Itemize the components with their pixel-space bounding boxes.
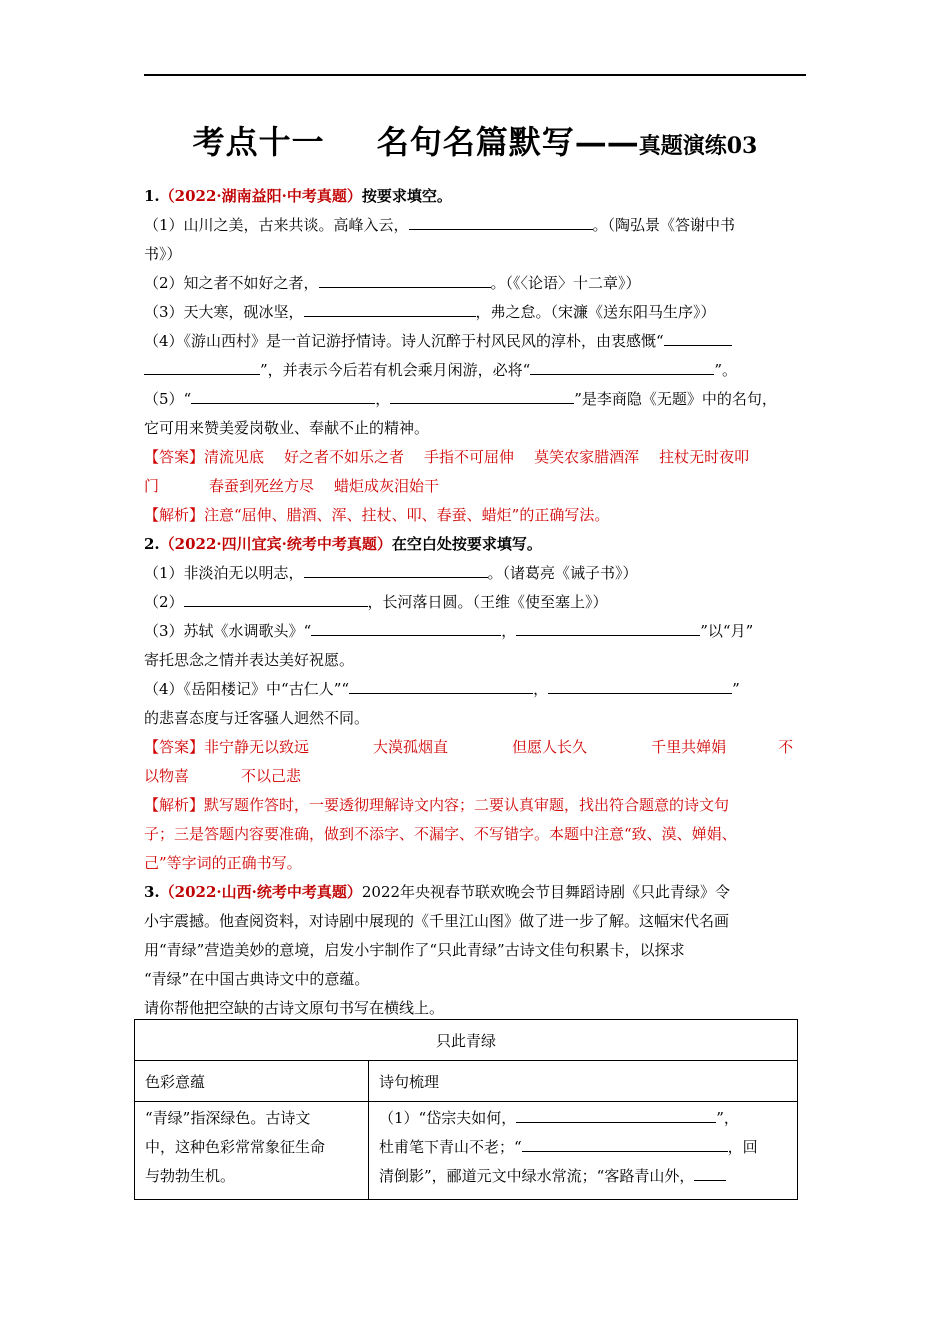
answer-blank[interactable] [390,386,574,404]
q3-para-2: 小宇震撼。他查阅资料，对诗剧中展现的《千里江山图》做了进一步了解。这幅宋代名画 [144,912,730,930]
q1-line-3: （3）天大寒，砚冰坚， ，弗之怠。（宋濂《送东阳马生序》） [144,298,816,327]
q1-number: 1. [144,187,160,205]
q3-para-5: 请你帮他把空缺的古诗文原句书写在横线上。 [144,999,445,1017]
q1-answer-cont: 门 春蚕到死丝方尽 蜡炬成灰泪始干 [144,477,440,495]
title-main: 考点十一 [192,123,325,161]
answer-blank[interactable] [349,676,533,694]
answer-blank[interactable] [191,386,375,404]
q2-line-3: （3）苏轼《水调歌头》“ ， ”以“月” [144,617,816,646]
qingly-table [134,1019,798,1200]
q1-line-5: （5）“ ， ”是李商隐《无题》中的名句， [144,385,816,414]
answer-blank[interactable] [311,618,501,636]
answer-blank[interactable] [304,299,476,317]
q3-para-3: 用“青绿”营造美妙的意境，启发小宇制作了“只此青绿”古诗文佳句积累卡，以探求 [144,941,685,959]
q2-line-3-cont: 寄托思念之情并表达美好祝愿。 [144,651,355,669]
q1-source: （2022·湖南益阳·中考真题） [159,187,362,205]
page-title [0,117,950,163]
q1-answer: 【答案】清流见底 好之者不如乐之者 手指不可屈伸 莫笑农家腊酒浑 拄杖无时夜叩 [144,448,750,466]
q3-header: 3.（2022·山西·统考中考真题）2022年央视春节联欢晚会节目舞蹈诗剧《只此青绿》令 [144,883,731,901]
q1-line-1-cont: 书》） [144,245,182,263]
q2-explanation-cont-1: 子；三是答题内容要准确，做到不添字、不漏字、不写错字。本题中注意“致、漠、婵娟、 [144,825,737,843]
q3-source: （2022·山西·统考中考真题） [159,883,362,901]
answer-blank[interactable] [548,676,732,694]
answer-blank[interactable] [516,1105,716,1123]
q2-line-1: （1）非淡泊无以明志， 。（诸葛亮《诫子书》） [144,559,816,588]
header-rule [144,74,806,76]
document-body [144,182,816,1023]
table-cell-poems: （1）“岱宗夫如何， ”， 杜甫笔下青山不老；“ ，回 清倒影”，郦道元文中绿水常流；“客路青山外， [369,1102,798,1200]
table-header-poems: 诗句梳理 [369,1061,798,1102]
table-title: 只此青绿 [135,1020,798,1061]
q1-header [144,182,816,211]
q1-line-4-cont: ”，并表示今后若有机会乘月闲游，必将“ ”。 [144,356,816,385]
q1-line-4: （4）《游山西村》是一首记游抒情诗。诗人沉醉于村风民风的淳朴，由衷感慨“ [144,327,816,356]
q2-line-4: （4）《岳阳楼记》中“古仁人”“ ， ” [144,675,816,704]
q2-number: 2. [144,535,160,553]
q2-header [144,530,816,559]
q1-explanation: 【解析】注意“屈伸、腊酒、浑、拄杖、叩、春蚕、蜡炬”的正确写法。 [144,506,610,524]
q2-explanation: 【解析】默写题作答时，一要透彻理解诗文内容；二要认真审题，找出符合题意的诗文句 [144,796,730,814]
q2-answer-cont: 以物喜 不以己悲 [144,767,302,785]
answer-blank[interactable] [530,357,714,375]
q2-instruction: 在空白处按要求填写。 [391,535,542,553]
q1-line-2: （2）知之者不如好之者， 。（《〈论语〉十二章》） [144,269,816,298]
answer-blank[interactable] [694,1163,726,1181]
title-sub: 真题演练03 [638,133,758,159]
title-main-2: 名句名篇默写 [376,123,575,161]
answer-blank[interactable] [319,270,491,288]
q1-line-1: （1）山川之美，古来共谈。高峰入云， 。（陶弘景《答谢中书 [144,211,816,240]
answer-blank[interactable] [664,328,732,346]
table-cell-meaning: “青绿”指深绿色。古诗文 中，这种色彩常常象征生命 与勃勃生机。 [135,1102,369,1200]
title-dash: —— [574,123,639,161]
q3-para-4: “青绿”在中国古典诗文中的意蕴。 [144,970,370,988]
q2-line-2: （2） ，长河落日圆。（王维《使至塞上》） [144,588,816,617]
answer-blank[interactable] [144,357,260,375]
q1-instruction: 按要求填空。 [361,187,452,205]
q2-answer: 【答案】非宁静无以致远 大漠孤烟直 但愿人长久 千里共婵娟 不 [144,738,794,756]
table-header-color-meaning: 色彩意蕴 [135,1061,369,1102]
q2-source: （2022·四川宜宾·统考中考真题） [159,535,392,553]
q1-line-5-cont: 它可用来赞美爱岗敬业、奉献不止的精神。 [144,419,430,437]
answer-blank[interactable] [522,1134,728,1152]
answer-blank[interactable] [409,212,593,230]
q2-line-4-cont: 的悲喜态度与迁客骚人迥然不同。 [144,709,370,727]
answer-blank[interactable] [516,618,700,636]
answer-blank[interactable] [304,560,488,578]
q2-explanation-cont-2: 己”等字词的正确书写。 [144,854,302,872]
answer-blank[interactable] [184,589,368,607]
q3-number: 3. [144,883,160,901]
